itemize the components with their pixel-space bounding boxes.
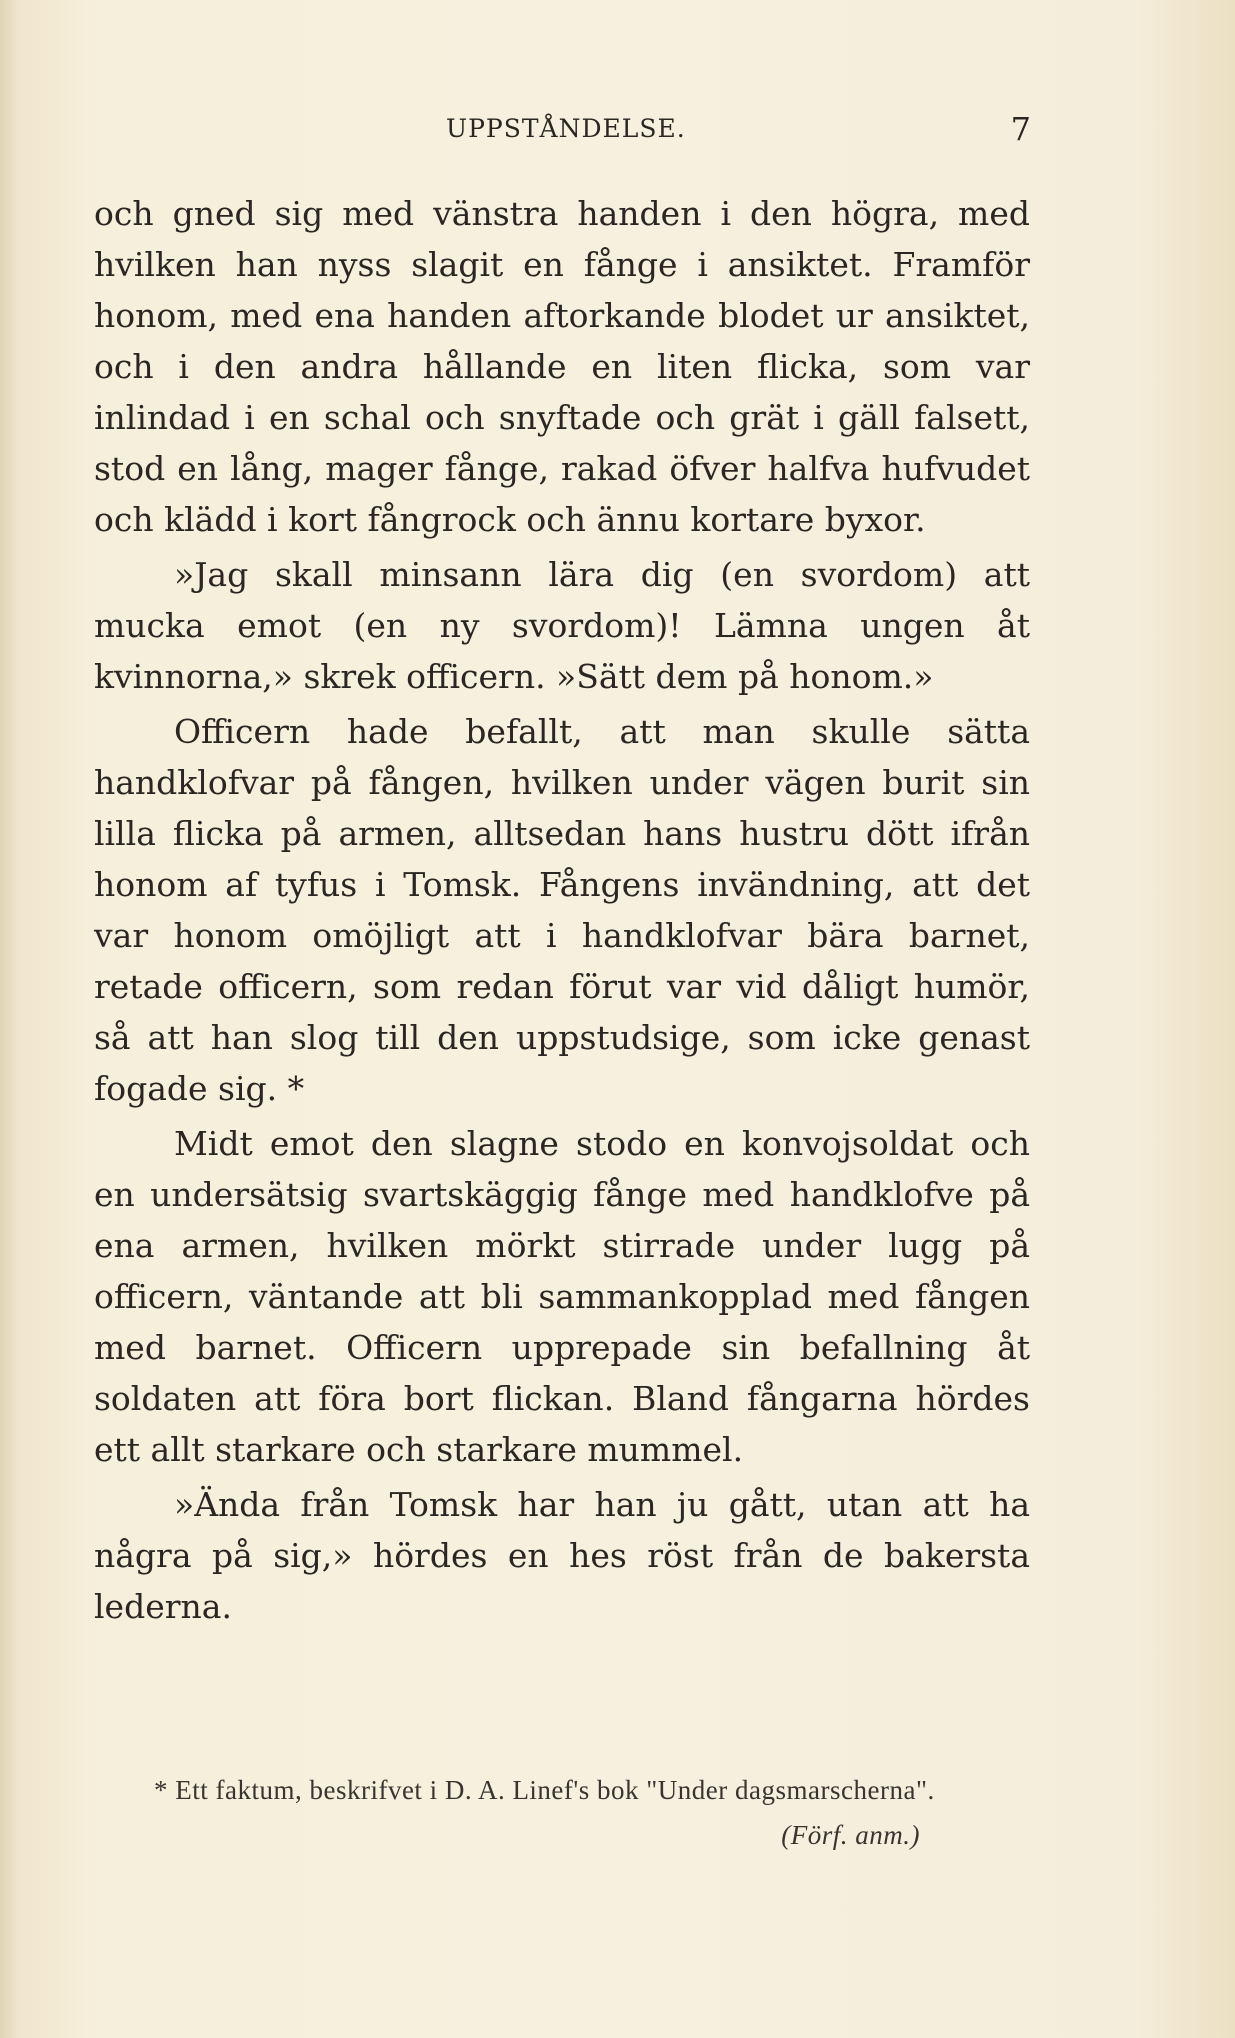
footnote-attribution-row bbox=[94, 1813, 1030, 1858]
footnote-attribution: (Förf. anm.) bbox=[781, 1820, 920, 1850]
page-edge-shadow bbox=[0, 0, 18, 2038]
paragraph-handcuffs: Officern hade befallt, att man skulle sätta handklofvar på fången, hvilken under vägen burit sin lilla flicka på armen, alltsedan hans hustru dött ifrån honom af tyfus i Tomsk. Fångens invändning, att det var honom omöjligt att i handklofvar bära barnet, retade officern, som redan förut var vid dåligt humör, så att han slog till den uppstudsige, som icke genast fogade sig. * bbox=[94, 712, 1030, 1108]
paragraph-continuation: och gned sig med vänstra handen i den högra, med hvilken han nyss slagit en fånge i ansiktet. Framför honom, med ena handen aftorkande blodet ur ansiktet, och i den andra hållande en liten flicka, som var inlindad i en schal och snyftade och grät i gäll falsett, stod en lång, mager fånge, rakad öfver halfva hufvudet och klädd i kort fångrock och ännu kortare byxor. bbox=[94, 194, 1030, 539]
paragraph-hoarse-voice: »Ända från Tomsk har han ju gått, utan att ha några på sig,» hördes en hes röst från de bakersta lederna. bbox=[94, 1485, 1030, 1626]
paragraph-convoy-soldier: Midt emot den slagne stodo en konvojsoldat och en undersätsig svartskäggig fånge med handklofve på ena armen, hvilken mörkt stirrade under lugg på officern, väntande att bli sammankopplad med fången med barnet. Officern upprepade sin befallning åt soldaten att föra bort flickan. Bland fångarna hördes ett allt starkare och starkare mummel. bbox=[94, 1124, 1030, 1469]
paragraph-officer-shout: »Jag skall minsann lära dig (en svordom) att mucka emot (en ny svordom)! Lämna ungen åt kvinnorna,» skrek officern. »Sätt dem på honom.» bbox=[94, 555, 1030, 696]
footnote bbox=[94, 1768, 1030, 1858]
page-number: 7 bbox=[1010, 110, 1031, 148]
footnote-text: * Ett faktum, beskrifvet i D. A. Linef's bok "Under dagsmarscherna". bbox=[154, 1775, 935, 1805]
page-header bbox=[96, 110, 1031, 154]
running-head: UPPSTÅNDELSE. bbox=[446, 114, 686, 143]
body-text bbox=[94, 188, 1030, 1636]
